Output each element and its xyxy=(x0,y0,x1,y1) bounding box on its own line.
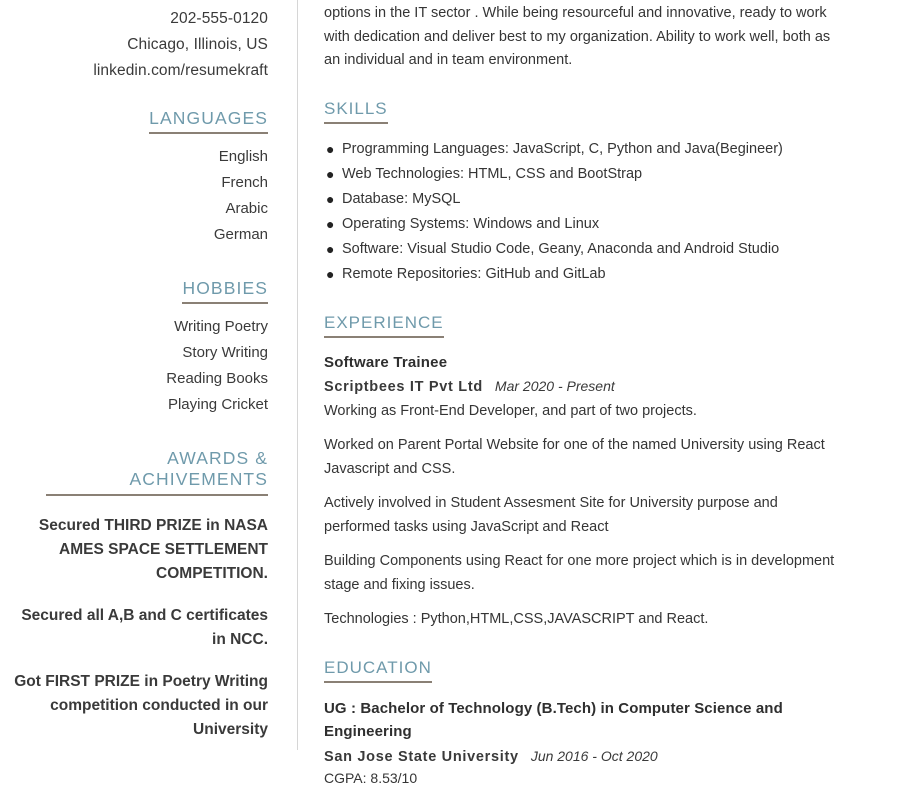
list-item xyxy=(326,137,846,162)
job-meta xyxy=(324,375,846,398)
list-item: French xyxy=(221,174,268,191)
awards-heading-wrap xyxy=(10,448,268,496)
list-item xyxy=(326,162,846,187)
awards-heading-line-2: ACHIVEMENTS xyxy=(129,469,268,489)
job-title: Software Trainee xyxy=(324,353,448,371)
contact-linkedin[interactable]: linkedin.com/resumekraft xyxy=(93,62,268,79)
award-entry: Got FIRST PRIZE in Poetry Writing competition conducted in our University xyxy=(14,673,268,738)
bullet-icon: ● xyxy=(326,140,335,157)
experience-section xyxy=(324,313,846,632)
sidebar-column xyxy=(0,0,268,742)
job-description: Actively involved in Student Assesment Site for University purpose and performed tasks using JavaScript and React xyxy=(324,495,778,535)
skill-text: Remote Repositories: GitHub and GitLab xyxy=(342,265,606,282)
education-section xyxy=(324,658,846,789)
skill-text: Database: MySQL xyxy=(342,190,461,207)
bullet-icon: ● xyxy=(326,190,335,207)
list-item: Arabic xyxy=(225,200,268,217)
education-entry xyxy=(324,697,846,789)
list-item: Story Writing xyxy=(182,344,268,361)
list-item: English xyxy=(218,148,268,165)
experience-heading: EXPERIENCE xyxy=(324,313,444,338)
job-description: Working as Front-End Developer, and part of two projects. xyxy=(324,402,697,419)
languages-heading-wrap xyxy=(10,108,268,134)
awards-section xyxy=(10,448,268,742)
skills-section xyxy=(324,99,846,287)
education-meta xyxy=(324,745,846,768)
hobbies-heading-wrap xyxy=(10,278,268,304)
award-entry: Secured THIRD PRIZE in NASA AMES SPACE SETTLEMENT COMPETITION. xyxy=(38,517,268,582)
contact-phone: 202-555-0120 xyxy=(170,10,268,27)
skill-text: Programming Languages: JavaScript, C, Python and Java(Begineer) xyxy=(342,140,783,157)
award-entry: Secured all A,B and C certificates in NCC. xyxy=(21,607,268,648)
skill-text: Web Technologies: HTML, CSS and BootStrap xyxy=(342,165,643,182)
job-description: Building Components using React for one more project which is in development stage and fixing issues. xyxy=(324,553,835,593)
awards-heading xyxy=(46,448,268,496)
job-company: Scriptbees IT Pvt Ltd xyxy=(324,378,483,395)
job-description: Technologies : Python,HTML,CSS,JAVASCRIPT and React. xyxy=(324,611,709,627)
languages-heading: LANGUAGES xyxy=(149,108,268,134)
education-detail: CGPA: 8.53/10 xyxy=(324,769,418,786)
summary-section xyxy=(324,0,846,73)
list-item xyxy=(326,187,846,212)
summary-text: options in the IT sector . While being resourceful and innovative, ready to work with dedication and deliver best to my organization. Ability to work well, both as an individual and in team environment. xyxy=(324,5,831,68)
contact-block xyxy=(10,0,268,84)
languages-list xyxy=(10,144,268,248)
bullet-icon: ● xyxy=(326,165,335,182)
education-heading: EDUCATION xyxy=(324,658,432,683)
contact-location: Chicago, Illinois, US xyxy=(127,36,268,53)
list-item xyxy=(326,212,846,237)
bullet-icon: ● xyxy=(326,215,335,232)
bullet-icon: ● xyxy=(326,240,335,257)
hobbies-list xyxy=(10,314,268,418)
education-dates: Jun 2016 - Oct 2020 xyxy=(530,747,658,764)
languages-section xyxy=(10,108,268,248)
list-item: Reading Books xyxy=(166,370,268,387)
list-item: Writing Poetry xyxy=(174,318,268,335)
hobbies-section xyxy=(10,278,268,418)
skill-text: Software: Visual Studio Code, Geany, Anaconda and Android Studio xyxy=(342,240,780,257)
list-item: Playing Cricket xyxy=(167,396,268,413)
main-column xyxy=(324,0,846,789)
experience-entry xyxy=(324,352,846,632)
skills-list xyxy=(324,137,846,287)
skills-heading: SKILLS xyxy=(324,99,388,124)
job-dates: Mar 2020 - Present xyxy=(494,377,615,394)
list-item: German xyxy=(213,226,268,243)
list-item xyxy=(326,262,846,287)
awards-heading-line-1: AWARDS & xyxy=(167,448,268,468)
job-description: Worked on Parent Portal Website for one of the named University using React Javascript and CSS. xyxy=(324,437,825,477)
list-item xyxy=(326,237,846,262)
bullet-icon: ● xyxy=(326,265,335,282)
education-degree: UG : Bachelor of Technology (B.Tech) in Computer Science and Engineering xyxy=(324,699,783,740)
column-divider xyxy=(297,0,298,750)
education-school: San Jose State University xyxy=(324,748,519,765)
skill-text: Operating Systems: Windows and Linux xyxy=(342,215,600,232)
hobbies-heading: HOBBIES xyxy=(182,278,268,304)
